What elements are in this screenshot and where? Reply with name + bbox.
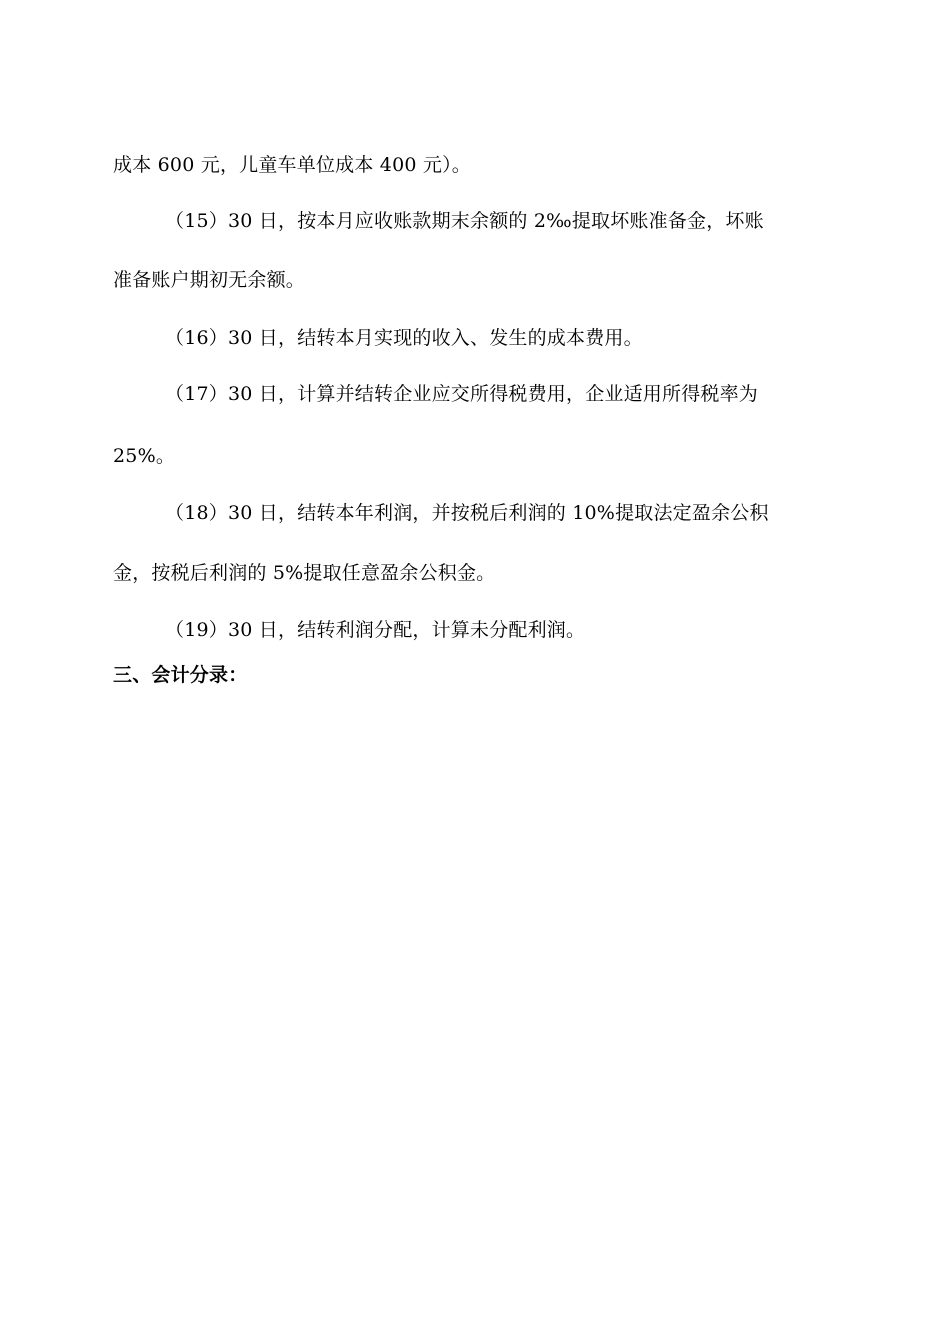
paragraph-line: （16）30 日，结转本月实现的收入、发生的成本费用。 bbox=[165, 327, 643, 349]
paragraph-line: 25%。 bbox=[113, 445, 176, 467]
paragraph-line: 成本 600 元，儿童车单位成本 400 元）。 bbox=[113, 154, 471, 176]
paragraph-line: （15）30 日，按本月应收账款期末余额的 2‰提取坏账准备金，坏账 bbox=[165, 210, 764, 232]
paragraph-line: （19）30 日，结转利润分配，计算未分配利润。 bbox=[165, 619, 586, 641]
paragraph-line: 金，按税后利润的 5%提取任意盈余公积金。 bbox=[113, 562, 496, 584]
paragraph-line: （17）30 日，计算并结转企业应交所得税费用，企业适用所得税率为 bbox=[165, 383, 758, 405]
paragraph-line: 准备账户期初无余额。 bbox=[113, 269, 306, 291]
paragraph-line: （18）30 日，结转本年利润，并按税后利润的 10%提取法定盈余公积 bbox=[165, 502, 769, 524]
section-heading: 三、会计分录： bbox=[113, 664, 248, 686]
